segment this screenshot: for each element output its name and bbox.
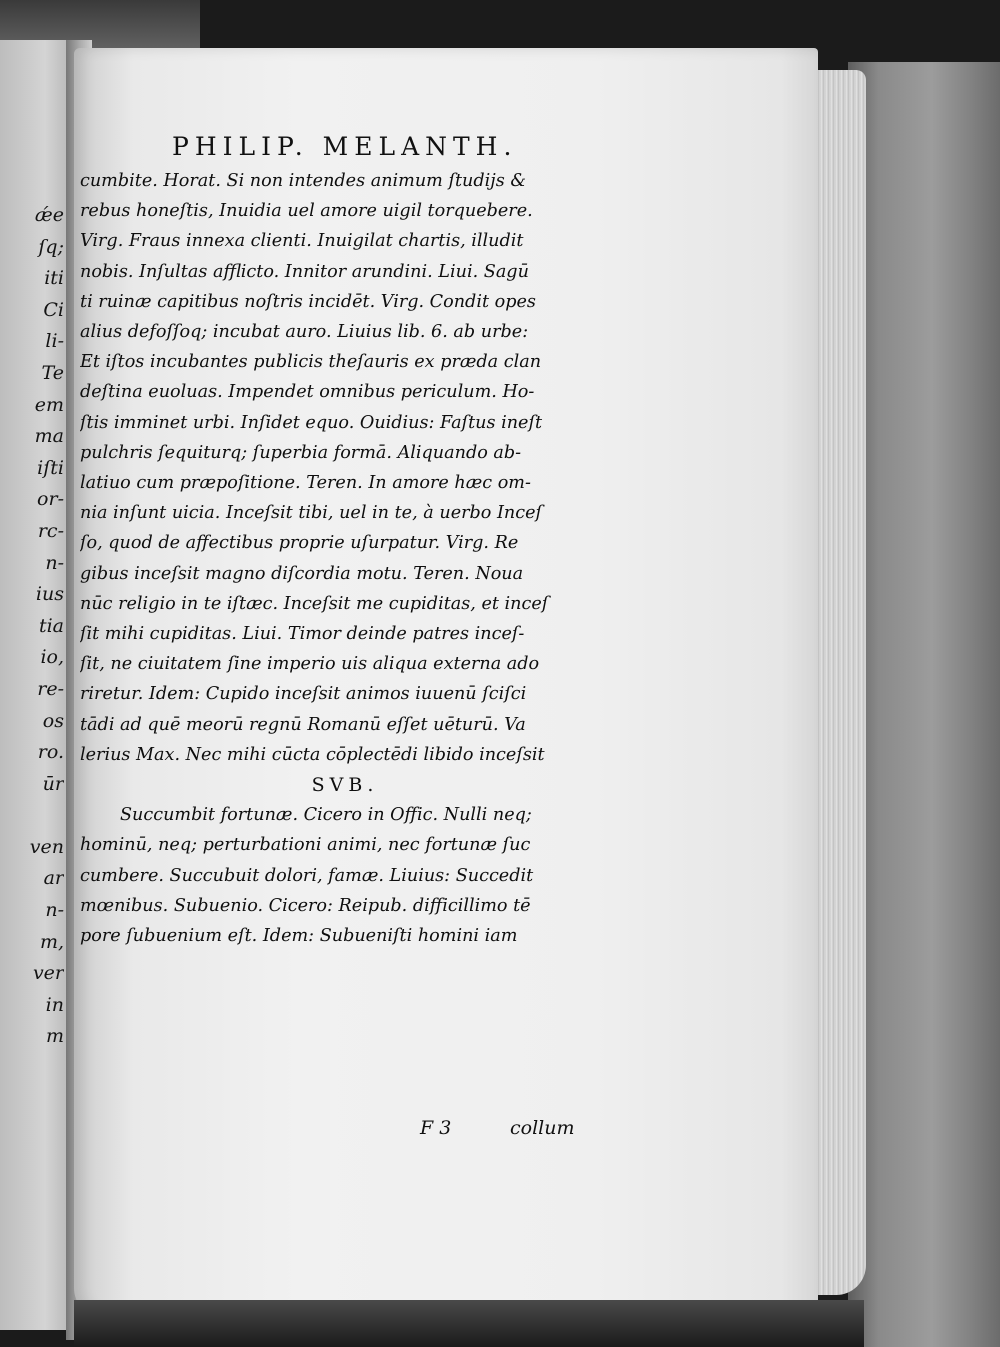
left-page-fragment: ūr [42,772,64,795]
left-page-fragment: ver [32,962,64,985]
left-page-fragment: iti [44,267,64,290]
text-line: nūc religio in te iſtæc. Inceſsit me cupiditas, et inceſ [80,593,549,614]
text-line: gibus inceſsit magno diſcordia motu. Teren. Noua [80,563,524,584]
text-line: mœnibus. Subuenio. Cicero: Reipub. difficillimo tē [80,895,531,916]
text-line: hominū, neq; perturbationi animi, nec fortunæ ſuc [80,835,531,856]
section-heading: SVB. [311,774,379,797]
text-line: lerius Max. Nec mihi cūcta cōplectēdi libido inceſsit [80,744,545,765]
left-page-fragment: os [42,709,64,732]
left-page-fragment: ar [43,867,64,890]
left-page-fragment: re- [37,677,64,700]
text-line: Et iſtos incubantes publicis theſauris ex præda clan [80,352,542,373]
signature-mark: F 3 [420,1117,452,1139]
left-page-fragment: n- [45,551,64,574]
left-page-fragment: io, [40,646,64,669]
text-line: alius defoſſoq; incubat auro. Liuius lib. 6. ab urbe: [80,322,529,343]
catchword: collum [510,1117,575,1139]
left-page-text-fragments [4,200,64,1053]
left-page-fragment: m, [39,930,64,953]
text-line: ſo, quod de affectibus proprie uſurpatur. Virg. Re [80,533,519,554]
text-line: cumbere. Succubuit dolori, famæ. Liuius: Succedit [80,865,534,886]
text-line: cumbite. Horat. Si non intendes animum ſtudijs & [80,171,526,191]
text-line: nia inſunt uicia. Inceſsit tibi, uel in te, à uerbo Inceſ [80,503,543,524]
text-line: ſit mihi cupiditas. Liui. Timor deinde patres inceſ- [80,624,525,645]
left-page-fragment: or- [37,488,64,511]
left-page-fragment: iſti [37,456,64,479]
body-text [80,166,610,951]
vellum-binding [848,62,1000,1347]
left-page-fragment: ǽe [34,204,64,226]
left-page-fragment: ma [34,425,64,448]
left-page-fragment: em [34,393,64,416]
text-line: latiuo cum præpoſitione. Teren. In amore hæc om- [80,473,531,494]
text-line: riretur. Idem: Cupido inceſsit animos iuuenū ſciſci [80,684,527,705]
text-line: ſit, ne ciuitatem ſine imperio uis aliqua externa ado [80,654,540,675]
text-line: nobis. Inſultas afflicto. Innitor arundini. Liui. Sagū [80,261,529,282]
left-page-fragment: ſq; [38,235,64,258]
left-page-fragment: ven [29,835,64,858]
table-shadow [74,1300,864,1347]
text-line: Succumbit fortunæ. Cicero in Offic. Nulli neq; [120,805,532,826]
left-page-fragment: ro. [37,741,64,764]
text-line: rebus honeſtis, Inuidia uel amore uigil torquebere. [80,201,533,222]
text-line: Virg. Fraus innexa clienti. Inuigilat chartis, illudit [80,231,524,252]
text-line: tādi ad quē meorū regnū Romanū eſſet uēturū. Va [80,714,526,735]
text-line: ti ruinæ capitibus noſtris incidēt. Virg. Condit opes [80,291,536,312]
left-page-fragment: li- [45,330,64,353]
text-line: pore ſubuenium eſt. Idem: Subueniſti homini iam [80,926,518,947]
left-page-fragment: Te [41,361,64,384]
left-page-fragment: rc- [37,519,64,542]
left-page-fragment: n- [45,899,64,922]
left-page-fragment: tia [38,614,64,637]
text-line: ſtis imminet urbi. Inſidet equo. Ouidius: Faſtus ineſt [80,412,543,433]
text-line: deſtina euoluas. Impendet omnibus periculum. Ho- [80,382,535,403]
left-page-fragment: ius [35,583,64,606]
text-line: pulchris ſequiturq; ſuperbia formā. Aliquando ab- [80,442,522,463]
left-page-fragment: in [45,993,64,1016]
left-page-fragment [4,800,64,832]
left-page-fragment: Ci [43,298,64,321]
running-head: PHILIP. MELANTH. [172,132,518,161]
left-page-fragment: m [45,1025,64,1048]
page-footer [420,1117,620,1139]
